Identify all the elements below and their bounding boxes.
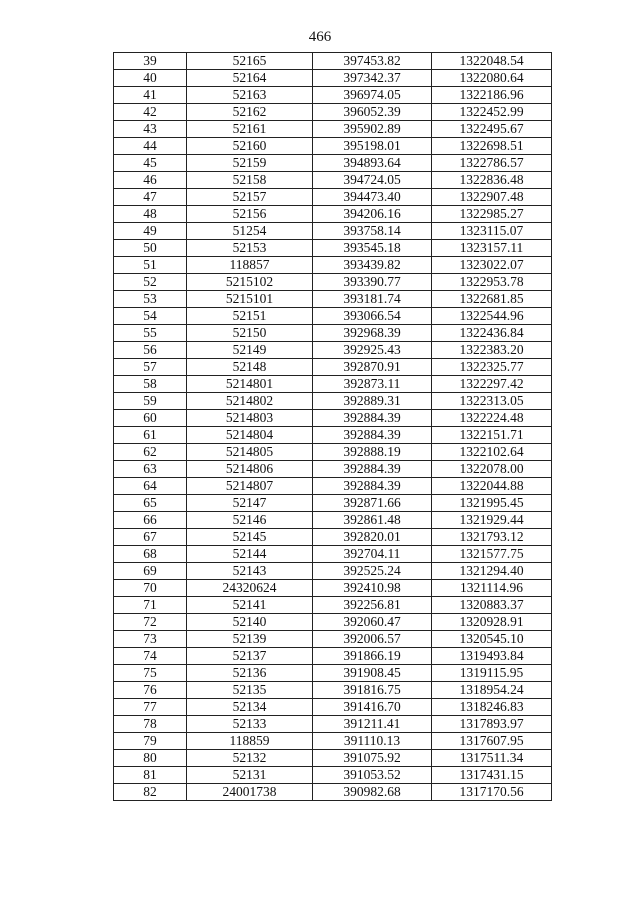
row-number-cell: 46 xyxy=(114,172,187,189)
y-coordinate-cell: 1322544.96 xyxy=(432,308,552,325)
row-number-cell: 43 xyxy=(114,121,187,138)
row-number-cell: 70 xyxy=(114,580,187,597)
table-row xyxy=(114,546,552,563)
point-id-cell: 52159 xyxy=(187,155,313,172)
point-id-cell: 5214803 xyxy=(187,410,313,427)
point-id-cell: 5214801 xyxy=(187,376,313,393)
point-id-cell: 24320624 xyxy=(187,580,313,597)
row-number-cell: 75 xyxy=(114,665,187,682)
y-coordinate-cell: 1322078.00 xyxy=(432,461,552,478)
x-coordinate-cell: 392884.39 xyxy=(313,410,432,427)
y-coordinate-cell: 1318246.83 xyxy=(432,699,552,716)
x-coordinate-cell: 392873.11 xyxy=(313,376,432,393)
point-id-cell: 52163 xyxy=(187,87,313,104)
x-coordinate-cell: 392884.39 xyxy=(313,427,432,444)
row-number-cell: 81 xyxy=(114,767,187,784)
table-row xyxy=(114,342,552,359)
table-row xyxy=(114,308,552,325)
point-id-cell: 52149 xyxy=(187,342,313,359)
row-number-cell: 68 xyxy=(114,546,187,563)
y-coordinate-cell: 1321294.40 xyxy=(432,563,552,580)
row-number-cell: 71 xyxy=(114,597,187,614)
row-number-cell: 67 xyxy=(114,529,187,546)
x-coordinate-cell: 391816.75 xyxy=(313,682,432,699)
row-number-cell: 49 xyxy=(114,223,187,240)
row-number-cell: 78 xyxy=(114,716,187,733)
x-coordinate-cell: 391053.52 xyxy=(313,767,432,784)
table-row xyxy=(114,597,552,614)
x-coordinate-cell: 392006.57 xyxy=(313,631,432,648)
row-number-cell: 39 xyxy=(114,53,187,70)
row-number-cell: 54 xyxy=(114,308,187,325)
row-number-cell: 79 xyxy=(114,733,187,750)
y-coordinate-cell: 1322297.42 xyxy=(432,376,552,393)
y-coordinate-cell: 1322698.51 xyxy=(432,138,552,155)
row-number-cell: 72 xyxy=(114,614,187,631)
table-row xyxy=(114,580,552,597)
table-row xyxy=(114,529,552,546)
point-id-cell: 52165 xyxy=(187,53,313,70)
x-coordinate-cell: 393758.14 xyxy=(313,223,432,240)
x-coordinate-cell: 392410.98 xyxy=(313,580,432,597)
table-row xyxy=(114,665,552,682)
point-id-cell: 52141 xyxy=(187,597,313,614)
row-number-cell: 82 xyxy=(114,784,187,801)
x-coordinate-cell: 392968.39 xyxy=(313,325,432,342)
row-number-cell: 48 xyxy=(114,206,187,223)
x-coordinate-cell: 393181.74 xyxy=(313,291,432,308)
y-coordinate-cell: 1317607.95 xyxy=(432,733,552,750)
row-number-cell: 69 xyxy=(114,563,187,580)
point-id-cell: 52135 xyxy=(187,682,313,699)
table-row xyxy=(114,614,552,631)
x-coordinate-cell: 391908.45 xyxy=(313,665,432,682)
table-row xyxy=(114,393,552,410)
x-coordinate-cell: 392861.48 xyxy=(313,512,432,529)
table-row xyxy=(114,274,552,291)
x-coordinate-cell: 392871.66 xyxy=(313,495,432,512)
row-number-cell: 56 xyxy=(114,342,187,359)
x-coordinate-cell: 397342.37 xyxy=(313,70,432,87)
point-id-cell: 52153 xyxy=(187,240,313,257)
point-id-cell: 5215101 xyxy=(187,291,313,308)
table-row xyxy=(114,461,552,478)
x-coordinate-cell: 390982.68 xyxy=(313,784,432,801)
point-id-cell: 52146 xyxy=(187,512,313,529)
point-id-cell: 52160 xyxy=(187,138,313,155)
page-number: 466 xyxy=(308,29,332,45)
row-number-cell: 55 xyxy=(114,325,187,342)
y-coordinate-cell: 1322452.99 xyxy=(432,104,552,121)
point-id-cell: 118857 xyxy=(187,257,313,274)
point-id-cell: 52145 xyxy=(187,529,313,546)
table-row xyxy=(114,733,552,750)
row-number-cell: 50 xyxy=(114,240,187,257)
row-number-cell: 57 xyxy=(114,359,187,376)
point-id-cell: 52132 xyxy=(187,750,313,767)
x-coordinate-cell: 393439.82 xyxy=(313,257,432,274)
y-coordinate-cell: 1322681.85 xyxy=(432,291,552,308)
x-coordinate-cell: 395198.01 xyxy=(313,138,432,155)
x-coordinate-cell: 394724.05 xyxy=(313,172,432,189)
row-number-cell: 62 xyxy=(114,444,187,461)
table-row xyxy=(114,784,552,801)
y-coordinate-cell: 1322151.71 xyxy=(432,427,552,444)
y-coordinate-cell: 1322786.57 xyxy=(432,155,552,172)
point-id-cell: 52134 xyxy=(187,699,313,716)
table-row xyxy=(114,70,552,87)
x-coordinate-cell: 392256.81 xyxy=(313,597,432,614)
x-coordinate-cell: 392888.19 xyxy=(313,444,432,461)
point-id-cell: 52158 xyxy=(187,172,313,189)
y-coordinate-cell: 1320883.37 xyxy=(432,597,552,614)
table-row xyxy=(114,87,552,104)
table-row xyxy=(114,240,552,257)
y-coordinate-cell: 1323115.07 xyxy=(432,223,552,240)
point-id-cell: 52133 xyxy=(187,716,313,733)
y-coordinate-cell: 1320928.91 xyxy=(432,614,552,631)
coordinates-table xyxy=(113,52,552,801)
y-coordinate-cell: 1322953.78 xyxy=(432,274,552,291)
table-row xyxy=(114,444,552,461)
table-row xyxy=(114,631,552,648)
y-coordinate-cell: 1322044.88 xyxy=(432,478,552,495)
point-id-cell: 52143 xyxy=(187,563,313,580)
table-row xyxy=(114,563,552,580)
table-row xyxy=(114,750,552,767)
x-coordinate-cell: 392884.39 xyxy=(313,478,432,495)
x-coordinate-cell: 395902.89 xyxy=(313,121,432,138)
x-coordinate-cell: 392820.01 xyxy=(313,529,432,546)
row-number-cell: 42 xyxy=(114,104,187,121)
table-row xyxy=(114,410,552,427)
y-coordinate-cell: 1322907.48 xyxy=(432,189,552,206)
table-row xyxy=(114,512,552,529)
table-row xyxy=(114,648,552,665)
row-number-cell: 65 xyxy=(114,495,187,512)
table-row xyxy=(114,121,552,138)
x-coordinate-cell: 396974.05 xyxy=(313,87,432,104)
y-coordinate-cell: 1322383.20 xyxy=(432,342,552,359)
table-row xyxy=(114,206,552,223)
y-coordinate-cell: 1318954.24 xyxy=(432,682,552,699)
row-number-cell: 61 xyxy=(114,427,187,444)
table-row xyxy=(114,427,552,444)
y-coordinate-cell: 1322080.64 xyxy=(432,70,552,87)
point-id-cell: 52162 xyxy=(187,104,313,121)
x-coordinate-cell: 393066.54 xyxy=(313,308,432,325)
row-number-cell: 60 xyxy=(114,410,187,427)
x-coordinate-cell: 392525.24 xyxy=(313,563,432,580)
x-coordinate-cell: 394893.64 xyxy=(313,155,432,172)
y-coordinate-cell: 1322313.05 xyxy=(432,393,552,410)
x-coordinate-cell: 391866.19 xyxy=(313,648,432,665)
point-id-cell: 52144 xyxy=(187,546,313,563)
row-number-cell: 45 xyxy=(114,155,187,172)
row-number-cell: 58 xyxy=(114,376,187,393)
point-id-cell: 118859 xyxy=(187,733,313,750)
y-coordinate-cell: 1321793.12 xyxy=(432,529,552,546)
point-id-cell: 5214806 xyxy=(187,461,313,478)
row-number-cell: 74 xyxy=(114,648,187,665)
y-coordinate-cell: 1322436.84 xyxy=(432,325,552,342)
y-coordinate-cell: 1322048.54 xyxy=(432,53,552,70)
row-number-cell: 52 xyxy=(114,274,187,291)
row-number-cell: 66 xyxy=(114,512,187,529)
point-id-cell: 5214804 xyxy=(187,427,313,444)
point-id-cell: 52131 xyxy=(187,767,313,784)
x-coordinate-cell: 392060.47 xyxy=(313,614,432,631)
y-coordinate-cell: 1320545.10 xyxy=(432,631,552,648)
row-number-cell: 80 xyxy=(114,750,187,767)
table-row xyxy=(114,767,552,784)
table-row xyxy=(114,325,552,342)
table-row xyxy=(114,495,552,512)
y-coordinate-cell: 1322224.48 xyxy=(432,410,552,427)
y-coordinate-cell: 1321577.75 xyxy=(432,546,552,563)
point-id-cell: 5214805 xyxy=(187,444,313,461)
point-id-cell: 5215102 xyxy=(187,274,313,291)
row-number-cell: 41 xyxy=(114,87,187,104)
point-id-cell: 5214802 xyxy=(187,393,313,410)
point-id-cell: 52156 xyxy=(187,206,313,223)
y-coordinate-cell: 1317170.56 xyxy=(432,784,552,801)
row-number-cell: 51 xyxy=(114,257,187,274)
row-number-cell: 63 xyxy=(114,461,187,478)
x-coordinate-cell: 396052.39 xyxy=(313,104,432,121)
row-number-cell: 77 xyxy=(114,699,187,716)
x-coordinate-cell: 392884.39 xyxy=(313,461,432,478)
row-number-cell: 47 xyxy=(114,189,187,206)
row-number-cell: 44 xyxy=(114,138,187,155)
x-coordinate-cell: 393390.77 xyxy=(313,274,432,291)
row-number-cell: 40 xyxy=(114,70,187,87)
row-number-cell: 73 xyxy=(114,631,187,648)
x-coordinate-cell: 393545.18 xyxy=(313,240,432,257)
y-coordinate-cell: 1322495.67 xyxy=(432,121,552,138)
x-coordinate-cell: 392870.91 xyxy=(313,359,432,376)
point-id-cell: 52137 xyxy=(187,648,313,665)
y-coordinate-cell: 1321995.45 xyxy=(432,495,552,512)
x-coordinate-cell: 391110.13 xyxy=(313,733,432,750)
table-row xyxy=(114,53,552,70)
y-coordinate-cell: 1322325.77 xyxy=(432,359,552,376)
point-id-cell: 24001738 xyxy=(187,784,313,801)
y-coordinate-cell: 1323022.07 xyxy=(432,257,552,274)
table-row xyxy=(114,223,552,240)
y-coordinate-cell: 1321114.96 xyxy=(432,580,552,597)
table-row xyxy=(114,478,552,495)
point-id-cell: 52148 xyxy=(187,359,313,376)
x-coordinate-cell: 391416.70 xyxy=(313,699,432,716)
table-body xyxy=(114,53,552,801)
point-id-cell: 52150 xyxy=(187,325,313,342)
y-coordinate-cell: 1321929.44 xyxy=(432,512,552,529)
row-number-cell: 76 xyxy=(114,682,187,699)
point-id-cell: 52147 xyxy=(187,495,313,512)
point-id-cell: 52164 xyxy=(187,70,313,87)
point-id-cell: 52136 xyxy=(187,665,313,682)
table-row xyxy=(114,682,552,699)
table-row xyxy=(114,189,552,206)
x-coordinate-cell: 391211.41 xyxy=(313,716,432,733)
point-id-cell: 51254 xyxy=(187,223,313,240)
y-coordinate-cell: 1319115.95 xyxy=(432,665,552,682)
table-row xyxy=(114,359,552,376)
point-id-cell: 52140 xyxy=(187,614,313,631)
table-row xyxy=(114,138,552,155)
x-coordinate-cell: 392889.31 xyxy=(313,393,432,410)
x-coordinate-cell: 392704.11 xyxy=(313,546,432,563)
x-coordinate-cell: 391075.92 xyxy=(313,750,432,767)
table-row xyxy=(114,699,552,716)
table-row xyxy=(114,155,552,172)
table-row xyxy=(114,716,552,733)
y-coordinate-cell: 1317511.34 xyxy=(432,750,552,767)
x-coordinate-cell: 397453.82 xyxy=(313,53,432,70)
point-id-cell: 52161 xyxy=(187,121,313,138)
table-row xyxy=(114,172,552,189)
row-number-cell: 53 xyxy=(114,291,187,308)
table-row xyxy=(114,104,552,121)
point-id-cell: 52151 xyxy=(187,308,313,325)
y-coordinate-cell: 1322836.48 xyxy=(432,172,552,189)
point-id-cell: 5214807 xyxy=(187,478,313,495)
x-coordinate-cell: 394473.40 xyxy=(313,189,432,206)
table-row xyxy=(114,257,552,274)
y-coordinate-cell: 1322985.27 xyxy=(432,206,552,223)
y-coordinate-cell: 1317893.97 xyxy=(432,716,552,733)
y-coordinate-cell: 1319493.84 xyxy=(432,648,552,665)
table-row xyxy=(114,291,552,308)
y-coordinate-cell: 1317431.15 xyxy=(432,767,552,784)
table-row xyxy=(114,376,552,393)
x-coordinate-cell: 392925.43 xyxy=(313,342,432,359)
point-id-cell: 52139 xyxy=(187,631,313,648)
row-number-cell: 59 xyxy=(114,393,187,410)
y-coordinate-cell: 1322102.64 xyxy=(432,444,552,461)
y-coordinate-cell: 1322186.96 xyxy=(432,87,552,104)
x-coordinate-cell: 394206.16 xyxy=(313,206,432,223)
y-coordinate-cell: 1323157.11 xyxy=(432,240,552,257)
row-number-cell: 64 xyxy=(114,478,187,495)
point-id-cell: 52157 xyxy=(187,189,313,206)
